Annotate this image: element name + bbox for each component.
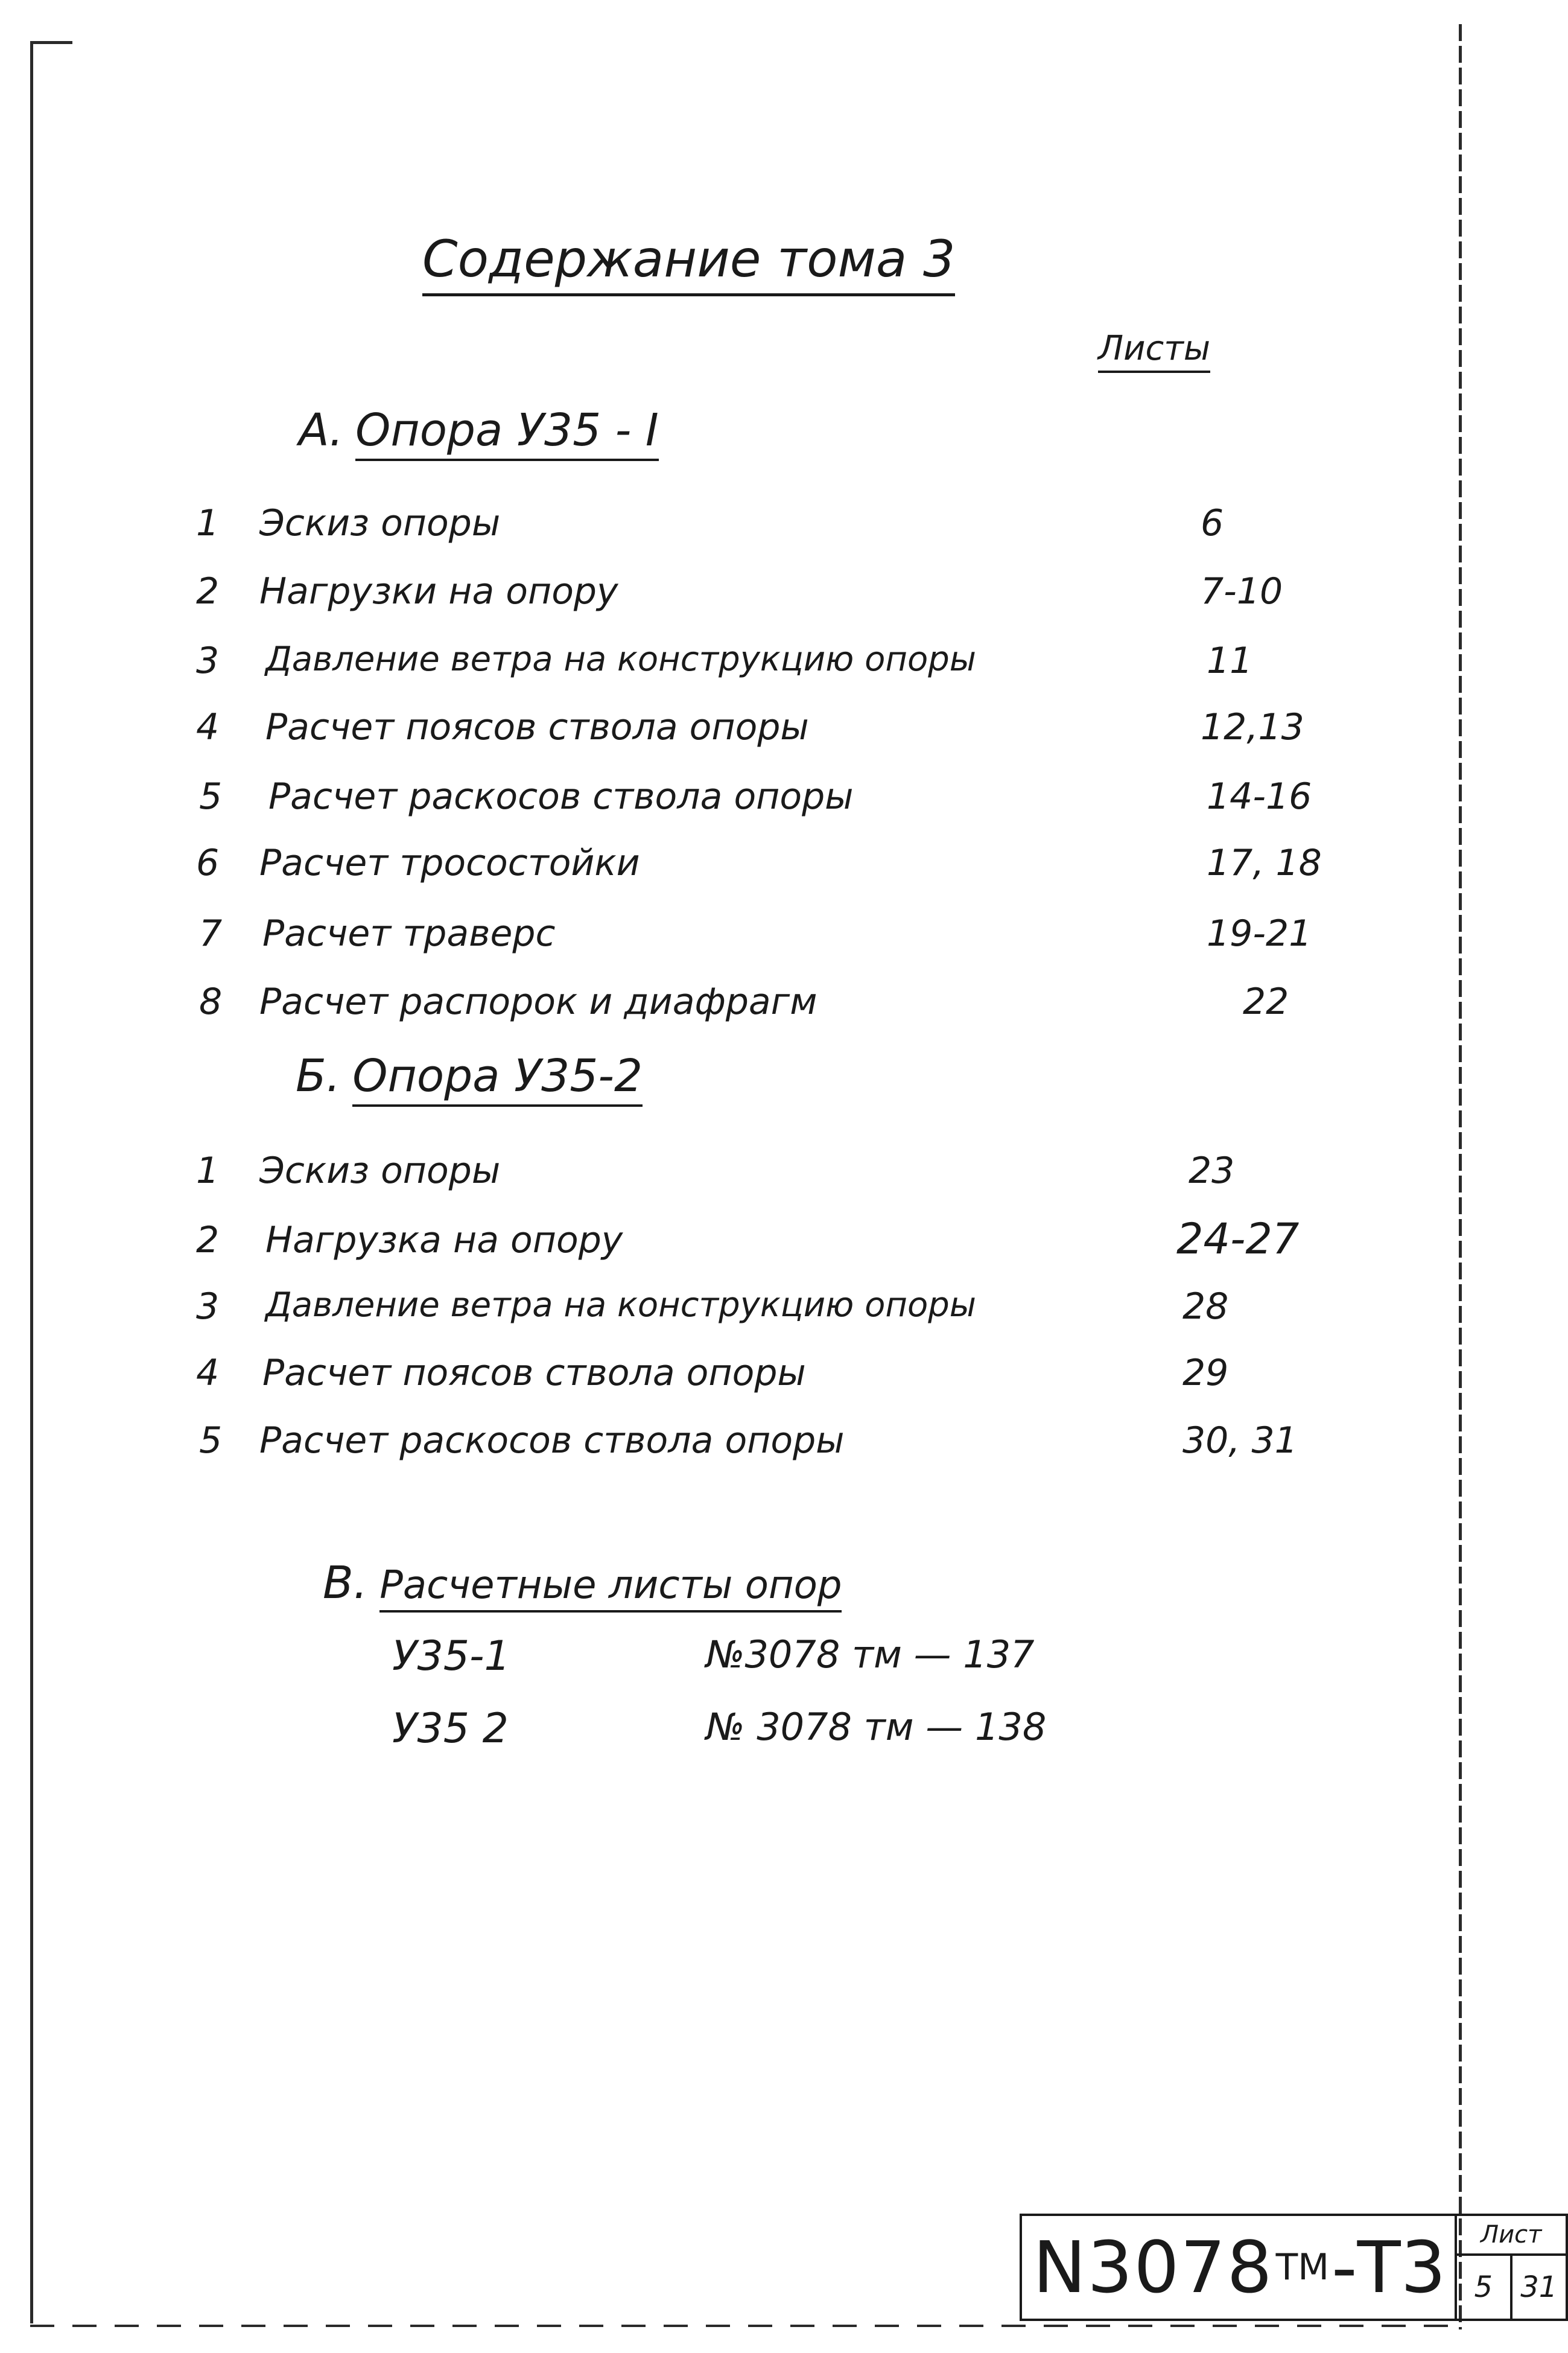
- item-sheets: 6: [1201, 502, 1224, 544]
- item-label: Расчет раскосов ствола опоры: [259, 1419, 845, 1462]
- item-sheets: 7-10: [1201, 570, 1283, 613]
- section-b-letter: Б.: [296, 1050, 341, 1102]
- item-number: 3: [196, 1285, 220, 1328]
- sheets-column-header: Листы: [1098, 329, 1210, 373]
- item-sheets: 30, 31: [1182, 1419, 1298, 1462]
- sheet-info-cell: [1457, 2216, 1566, 2319]
- section-v-letter: В.: [323, 1557, 368, 1609]
- ref-tower-name: У35-1: [392, 1632, 510, 1680]
- item-label: Расчет траверс: [262, 912, 556, 955]
- item-label: Нагрузка на опору: [265, 1219, 623, 1261]
- frame-line-bottom: [30, 2325, 1460, 2327]
- item-sheets: 28: [1182, 1285, 1229, 1328]
- item-label: Давление ветра на конструкцию опоры: [265, 640, 977, 679]
- item-number: 8: [199, 981, 223, 1023]
- title-block-stamp: [1020, 2214, 1568, 2321]
- item-label: Расчет распорок и диафрагм: [259, 981, 817, 1023]
- sheet-values: [1457, 2256, 1566, 2319]
- frame-line-top-tick: [30, 41, 72, 44]
- item-sheets: 29: [1182, 1352, 1229, 1394]
- item-number: 2: [196, 1219, 220, 1261]
- item-number: 1: [196, 1150, 220, 1192]
- section-v-heading: [323, 1557, 842, 1609]
- item-number: 2: [196, 570, 220, 613]
- item-sheets: 22: [1243, 981, 1289, 1023]
- section-a-letter: А.: [299, 404, 344, 456]
- item-number: 5: [199, 1419, 223, 1462]
- sheet-number: 5: [1457, 2256, 1512, 2319]
- section-v-name: Расчетные листы опор: [379, 1563, 842, 1613]
- sheet-label: Лист: [1457, 2216, 1566, 2256]
- page-title: Содержание тома 3: [422, 229, 955, 296]
- item-sheets: 11: [1207, 640, 1253, 682]
- document-code: [1022, 2216, 1457, 2319]
- document-code-number: N3078: [1033, 2226, 1274, 2309]
- item-sheets: 24-27: [1176, 1214, 1300, 1264]
- item-number: 4: [196, 1352, 220, 1394]
- section-a-name: Опора У35 - I: [355, 404, 659, 461]
- item-number: 7: [199, 912, 223, 955]
- item-sheets: 17, 18: [1207, 842, 1322, 884]
- section-b-name: Опора У35-2: [352, 1050, 643, 1107]
- section-b-heading: [296, 1050, 643, 1102]
- document-code-suffix: ТМ: [1275, 2246, 1329, 2288]
- ref-tower-name: У35 2: [392, 1705, 509, 1753]
- frame-line-right: [1459, 24, 1462, 2329]
- item-label: Расчет раскосов ствола опоры: [268, 775, 854, 818]
- item-label: Эскиз опоры: [259, 1150, 501, 1192]
- item-sheets: 23: [1189, 1150, 1235, 1192]
- item-number: 1: [196, 502, 220, 544]
- item-number: 3: [196, 640, 220, 682]
- item-sheets: 12,13: [1201, 706, 1304, 748]
- item-sheets: 19-21: [1207, 912, 1312, 955]
- item-label: Эскиз опоры: [259, 502, 501, 544]
- item-number: 4: [196, 706, 220, 748]
- section-a-heading: [299, 404, 659, 456]
- item-label: Расчет поясов ствола опоры: [265, 706, 809, 748]
- item-label: Давление ветра на конструкцию опоры: [265, 1285, 977, 1325]
- item-label: Расчет поясов ствола опоры: [262, 1352, 806, 1394]
- item-number: 5: [199, 775, 223, 818]
- frame-line-left: [30, 42, 33, 2323]
- item-label: Расчет тросостойки: [259, 842, 640, 884]
- item-number: 6: [196, 842, 220, 884]
- ref-doc-number: № 3078 тм — 138: [706, 1705, 1047, 1749]
- sheet-total: 31: [1520, 2270, 1558, 2304]
- item-label: Нагрузки на опору: [259, 570, 618, 613]
- item-sheets: 14-16: [1207, 775, 1312, 818]
- ref-doc-number: №3078 тм — 137: [706, 1632, 1035, 1676]
- document-volume: -Т3: [1332, 2226, 1446, 2309]
